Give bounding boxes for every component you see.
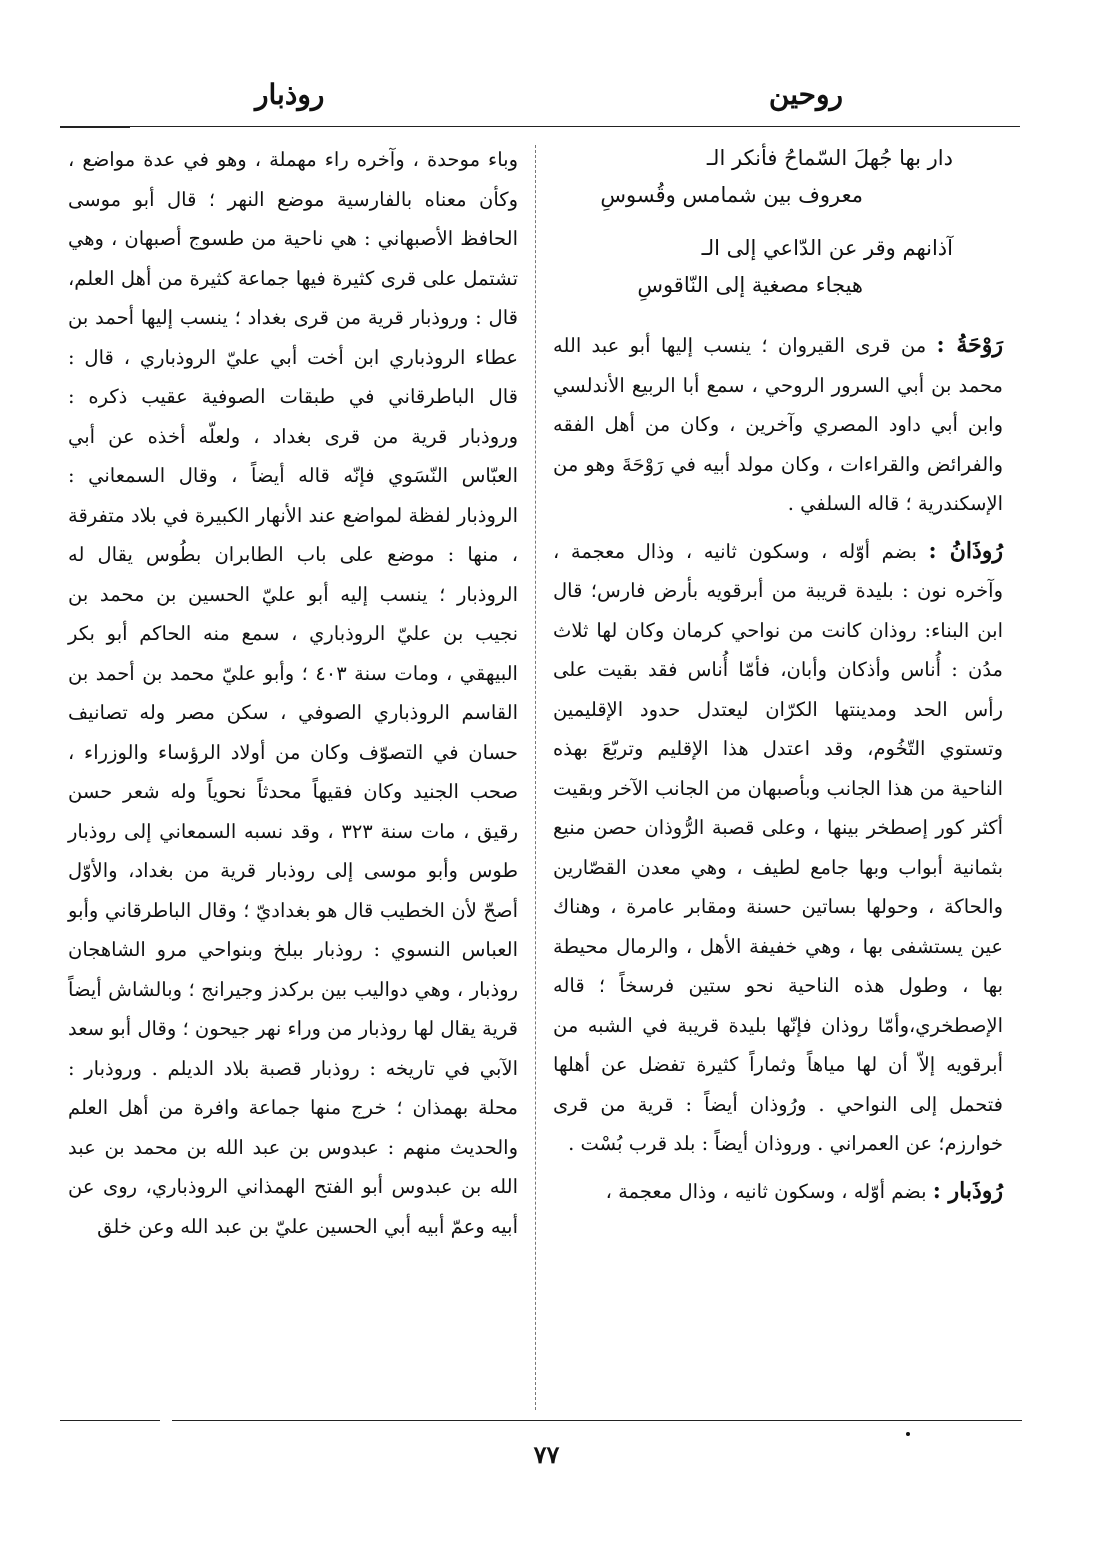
entry-headword: رَوْحَةُ : <box>936 332 1003 358</box>
footer-rule-left <box>60 1420 160 1421</box>
entry-rawha <box>553 326 1003 524</box>
running-head-left: روذبار <box>255 78 325 111</box>
running-head-right: روحين <box>768 78 843 111</box>
continued-entry-text: وباء موحدة ، وآخره راء مهملة ، وهو في عدة مواضع ، وكأن معناه بالفارسية موضع النهر ؛ قال أبو موسى الحافظ الأصبهاني : هي ناحية من طسوج أصبهان ، وهي تشتمل على قرى كثيرة فيها جماعة كثيرة من أهل العلم، قال : وروذبار قرية من قرى بغداد ؛ ينسب إليها أحمد بن عطاء الروذباري ابن أخت أبي عليّ الروذباري ، قال : قال الباطرقاني في طبقات الصوفية عقيب ذكره : وروذبار قرية من قرى بغداد ، ولعلّه أخذه عن أبي العبّاس النّسَوي فإنّه قاله أيضاً ، وقال السمعاني : الروذبار لفظة لمواضع عند الأنهار الكبيرة في بلاد متفرقة ، منها : موضع على باب الطابران بطُوس يقال له الروذبار ؛ ينسب إليه أبو عليّ الحسين بن محمد بن نجيب بن عليّ الروذباري ، سمع منه الحاكم أبو بكر البيهقي ، ومات سنة ٤٠٣ ؛ وأبو عليّ محمد بن أحمد بن القاسم الروذباري الصوفي ، سكن مصر وله تصانيف حسان في التصوّف وكان من أولاد الرؤساء والوزراء ، صحب الجنيد وكان فقيهاً محدثاً نحوياً وله شعر حسن رقيق ، مات سنة ٣٢٣ ، وقد نسبه السمعاني إلى روذبار طوس وأبو موسى إلى روذبار قرية من بغداد، والأوّل أصحّ لأن الخطيب قال هو بغداديّ ؛ وقال الباطرقاني وأبو العباس النسوي : روذبار ببلخ وبنواحي مرو الشاهجان روذبار ، وهي دواليب بين بركدز وجيرانج ؛ وبالشاش أيضاً قرية يقال لها روذبار من وراء نهر جيحون ؛ وقال أبو سعد الآبي في تاريخه : روذبار قصبة بلاد الديلم . وروذبار : محلة بهمذان ؛ خرج منها جماعة وافرة من أهل العلم والحديث منهم : عبدوس بن عبد الله بن محمد بن عبد الله بن عبدوس أبو الفتح الهمذاني الروذباري، روى عن أبيه وعمّ أبيه أبي الحسين عليّ بن عبد الله وعن خلق <box>68 148 518 1238</box>
entry-headword: رُوذَانُ : <box>928 537 1004 564</box>
entry-text: من قرى القيروان ؛ ينسب إليها أبو عبد الله محمد بن أبي السرور الروحي ، سمع أبا الربيع الأندلسي وابن أبي داود المصري وآخرين ، وكان من أهل الفقه والفرائض والقراءات ، وكان مولد أبيه في رَوْحَةَ وهو من الإسكندرية ؛ قاله السلفي . <box>553 334 1003 515</box>
column-divider <box>535 145 536 1410</box>
header-rule-accent <box>60 126 130 128</box>
poem-line: آذانهم وقر عن الدّاعي إلى الـ <box>701 236 953 260</box>
header-rule <box>60 126 1020 127</box>
poem-line: هيجاء مصغية إلى النّاقوسِ <box>637 273 863 297</box>
page-number: ٧٧ <box>533 1440 560 1469</box>
poem-line: دار بها جُهلَ السّماحُ فأنكر الـ <box>706 146 953 170</box>
left-column <box>68 140 518 1246</box>
entry-headword: رُوذَبار : <box>932 1177 1003 1204</box>
entry-text: بضم أوّله ، وسكون ثانيه ، وذال معجمة ، <box>605 1179 927 1203</box>
entry-text: بضم أوّله ، وسكون ثانيه ، وذال معجمة ، وآخره نون : بليدة قريبة من أبرقويه بأرض فارس؛ قال ابن البناء: روذان كانت من نواحي كرمان وكان لها ثلاث مدُن : أُناس وأذكان وأبان، فأمّا أُناس فقد بقيت على رأس الحد ومدينتها الكرّان ليعتدل حدود الإقليمين وتستوي التّخُوم، وقد اعتدل هذا الإقليم وتربّعَ بهذه الناحية من هذا الجانب وبأصبهان من الجانب الآخر وبقيت أكثر كور إصطخر بينها ، وعلى قصبة الرُّوذان حصن منيع بثمانية أبواب وبها جامع لطيف ، وهي معدن القصّارين والحاكة ، وحولها بساتين حسنة ومقابر عامرة ، وهناك عين يستشفى بها ، وهي خفيفة الأهل ، والرمال محيطة بها ، وطول هذه الناحية نحو ستين فرسخاً ؛ قاله الإصطخري،وأمّا روذان فإنّها بليدة قريبة في الشبه من أبرقويه إلاّ أن لها مياهاً وثماراً كثيرة تفضل عن أهلها فتحمل إلى النواحي . ورُوذان أيضاً : قرية من قرى خوارزم؛ عن العمراني . وروذان أيضاً : بلد قرب بُسْت . <box>553 539 1003 1155</box>
entry-rudhan <box>553 532 1003 1164</box>
footnote-dot <box>906 1432 910 1436</box>
footer-rule <box>172 1420 1022 1421</box>
page-header <box>0 78 1093 118</box>
entry-rudhbar <box>553 1172 1003 1212</box>
right-column <box>553 140 1003 1211</box>
poem-line: معروف بين شمامس وقُسوسِ <box>600 183 863 207</box>
poem <box>553 140 1003 304</box>
